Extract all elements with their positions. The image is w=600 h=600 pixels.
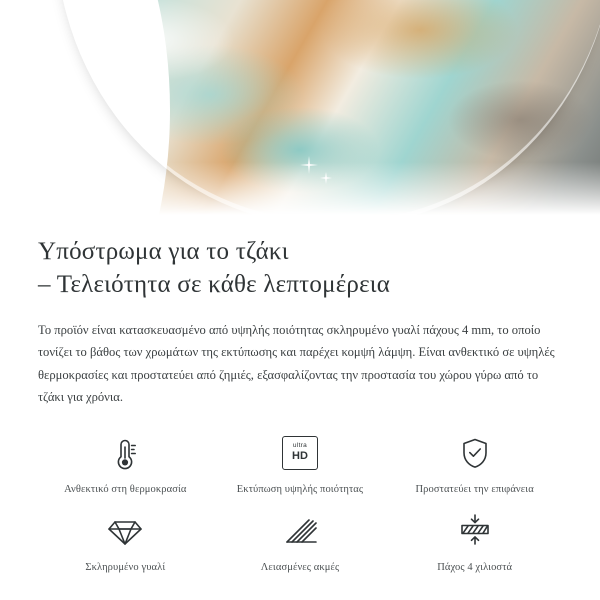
page-title-line-2: – Τελειότητα σε κάθε λεπτομέρεια: [38, 270, 391, 298]
feature-item-tempered-glass: [38, 509, 213, 573]
feature-item-surface-protection: [387, 431, 562, 495]
feature-grid: [38, 431, 562, 573]
feature-label: Προστατεύει την επιφάνεια: [415, 483, 534, 495]
content-block: [0, 222, 600, 573]
shield-check-icon: [455, 431, 495, 475]
feature-label: Λειασμένες ακμές: [260, 561, 340, 573]
feature-label: Ανθεκτικό στη θερμοκρασία: [64, 483, 187, 495]
description-paragraph: Το προϊόν είναι κατασκευασμένο από υψηλής ποιότητας σκληρυμένο γυαλί πάχους 4 mm, το οποίο τονίζει το βάθος των χρωμάτων της εκτύπωσης και παρέχει κομψή λάμψη. Είναι ανθεκτικό σε υψηλές θερμοκρασίες και προστατεύει από ζημιές, εξασφαλίζοντας την προστασία του χώρου γύρω από το τζάκι για χρόνια.: [38, 323, 555, 405]
thermometer-icon: [105, 431, 145, 475]
feature-label: Σκληρυμένο γυαλί: [85, 561, 166, 573]
feature-item-polished-edges: [213, 509, 388, 573]
feature-item-thickness: [387, 509, 562, 573]
page-title: [38, 236, 562, 301]
ultra-hd-icon: ultra HD: [282, 431, 318, 475]
hero-image: [0, 0, 600, 222]
feature-label: Πάχος 4 χιλιοστά: [437, 561, 513, 573]
feature-item-temperature: [38, 431, 213, 495]
feature-label: Εκτύπωση υψηλής ποιότητας: [236, 483, 364, 495]
plate-corner-mask: [0, 0, 150, 150]
polished-edges-icon: [279, 509, 321, 553]
diamond-icon: [104, 509, 146, 553]
hero-fade-overlay: [0, 162, 600, 222]
page-title-line-1: Υπόστρωμα για το τζάκι: [38, 238, 289, 265]
feature-item-print-quality: [213, 431, 388, 495]
thickness-icon: [454, 509, 496, 553]
